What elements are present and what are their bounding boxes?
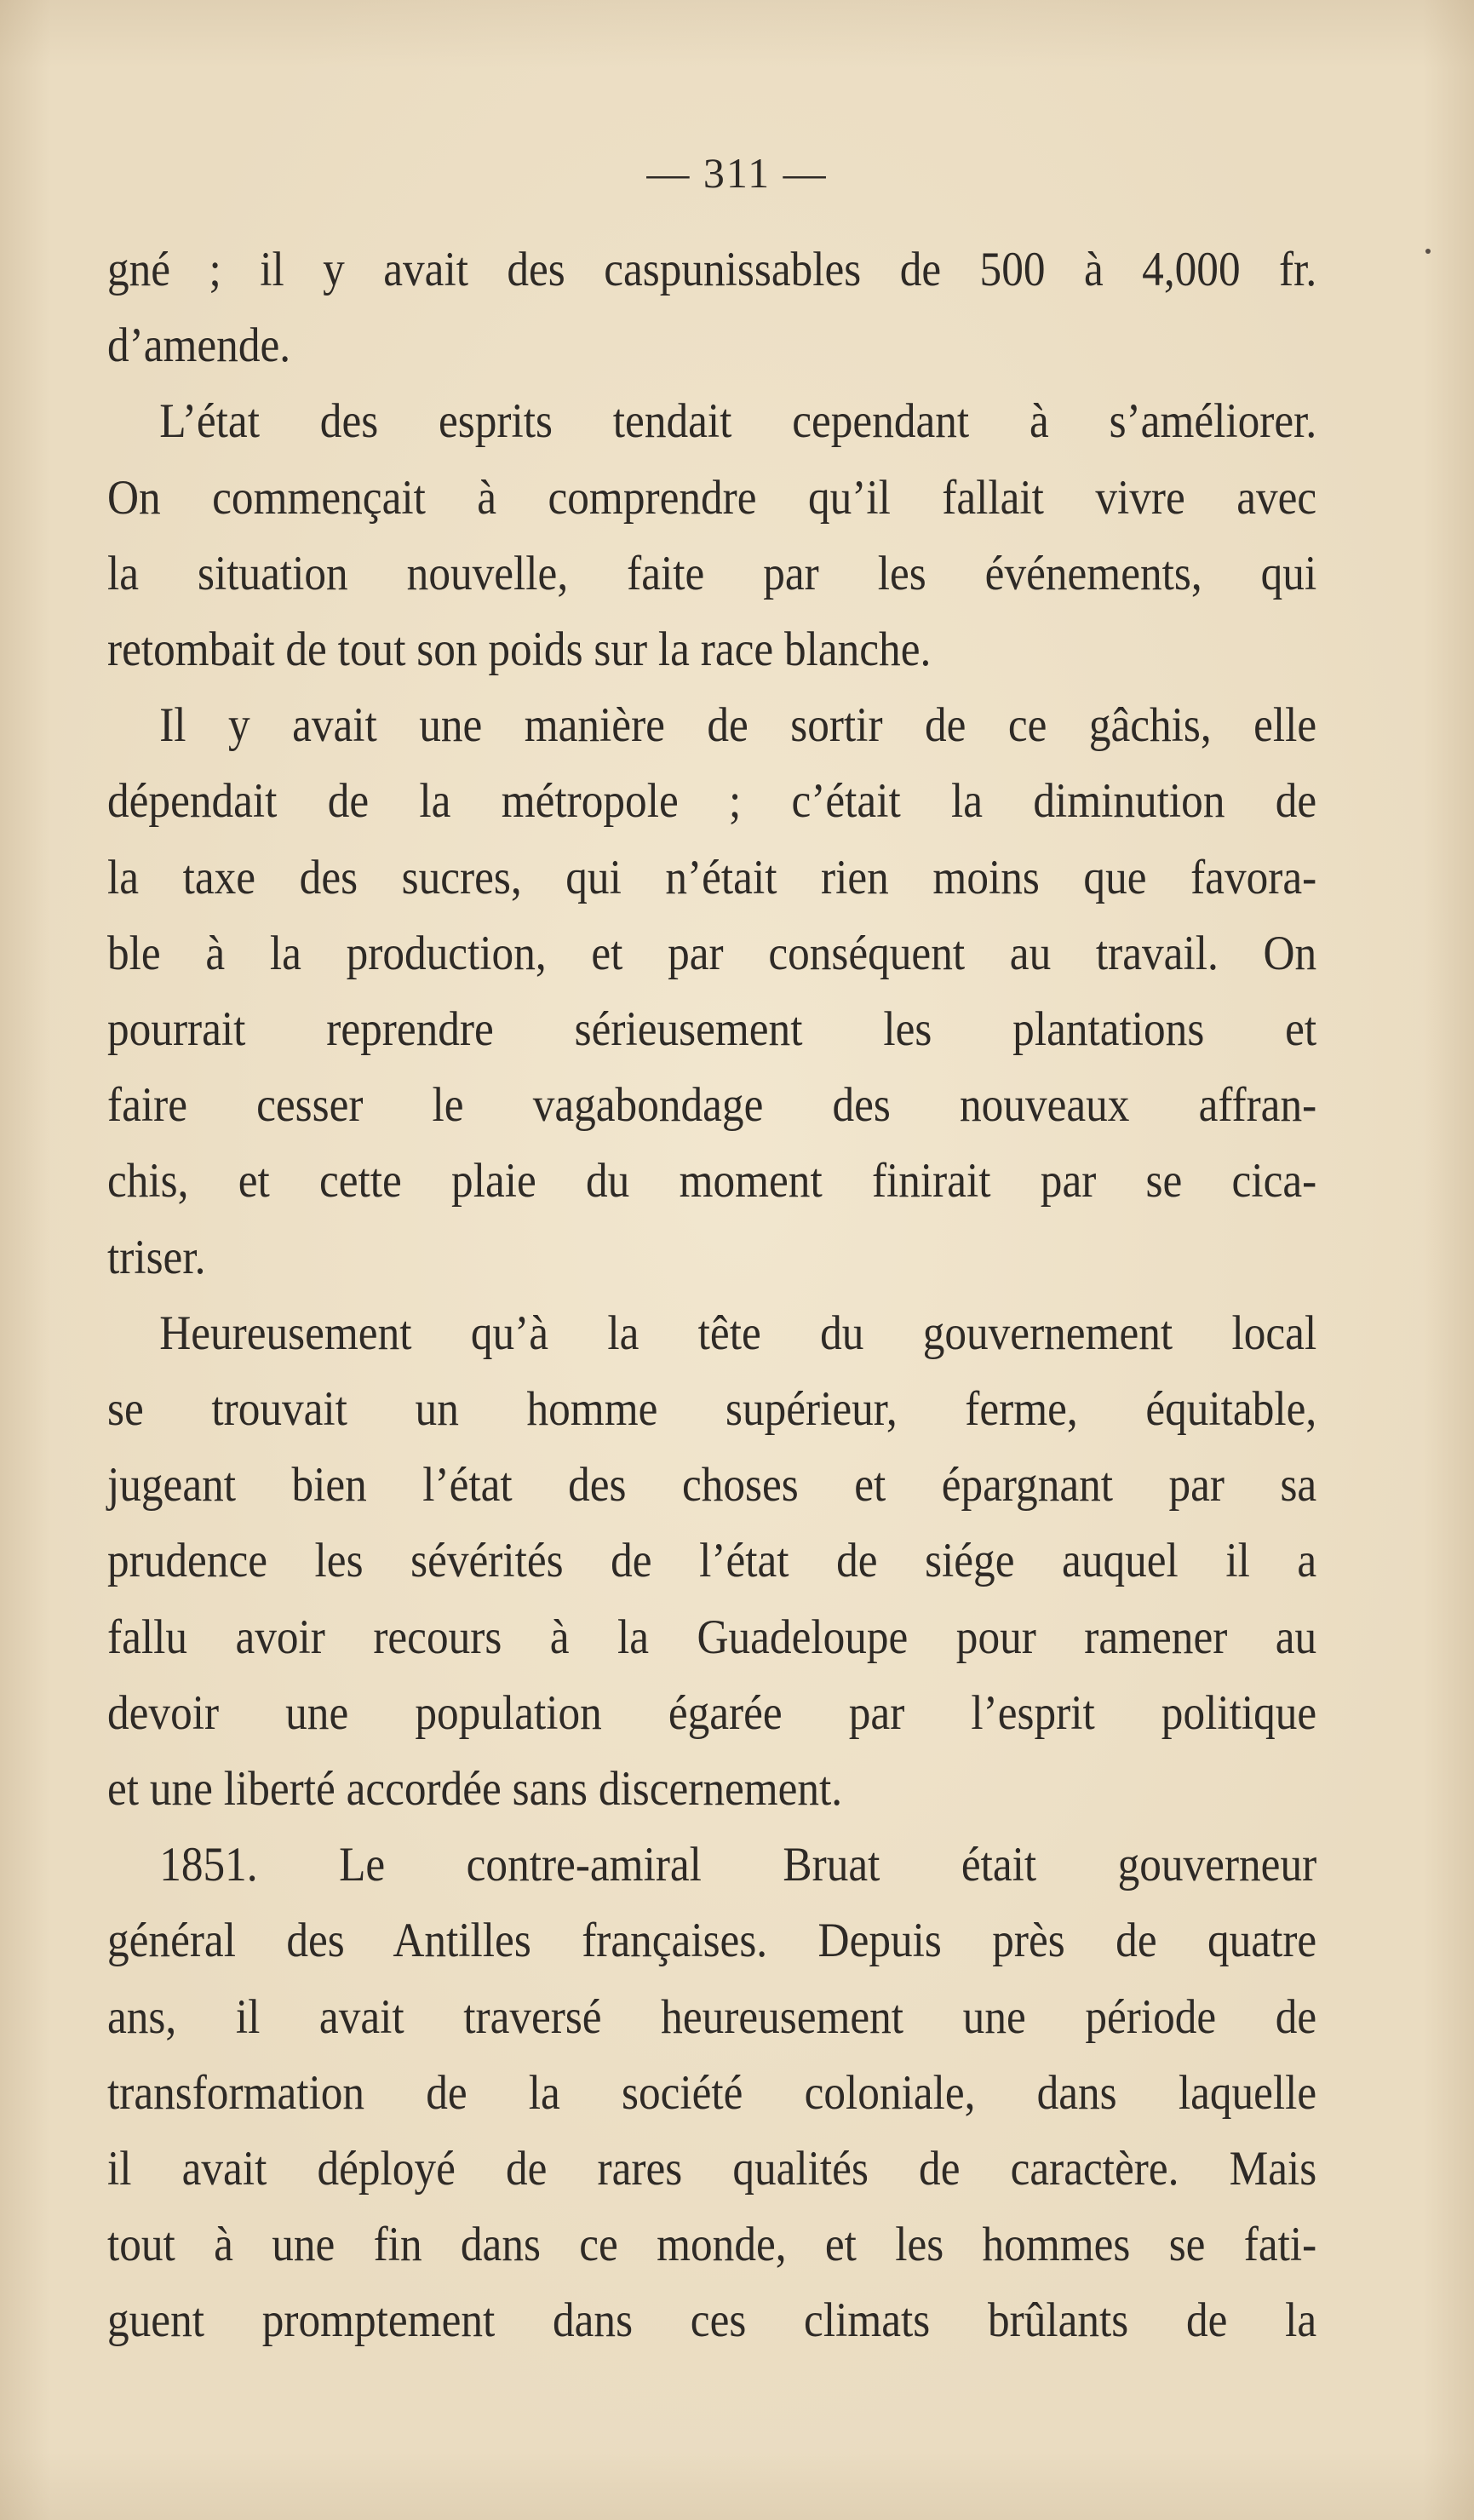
body-text <box>107 232 1316 2359</box>
text-line: prudence les sévérités de l’état de siége auquel il a <box>107 1534 1317 1588</box>
text-line: chis, et cette plaie du moment finirait par se cica- <box>107 1154 1317 1208</box>
text-line: se trouvait un homme supérieur, ferme, équitable, <box>107 1382 1317 1437</box>
text-line: la taxe des sucres, qui n’était rien moins que favora- <box>107 850 1317 904</box>
text-line: ans, il avait traversé heureusement une période de <box>107 1989 1317 2044</box>
text-line: devoir une population égarée par l’esprit politique <box>107 1685 1317 1740</box>
ink-speck <box>1425 249 1431 254</box>
text-line: faire cesser le vagabondage des nouveaux affran- <box>107 1078 1317 1133</box>
text-line: retombait de tout son poids sur la race blanche. <box>107 623 932 677</box>
text-line: il avait déployé de rares qualités de caractère. Mais <box>107 2142 1317 2196</box>
text-line: jugeant bien l’état des choses et épargnant par sa <box>107 1458 1317 1513</box>
text-line: On commençait à comprendre qu’il fallait vivre avec <box>107 470 1317 525</box>
text-line: et une liberté accordée sans discernement. <box>107 1762 843 1817</box>
text-line: ble à la production, et par conséquent au travail. On <box>107 926 1317 980</box>
text-line: transformation de la société coloniale, dans laquelle <box>107 2065 1317 2120</box>
text-line: Il y avait une manière de sortir de ce gâchis, elle <box>159 698 1317 753</box>
page-number: — 311 — <box>646 149 828 197</box>
text-line: fallu avoir recours à la Guadeloupe pour ramener au <box>107 1610 1317 1664</box>
text-line: guent promptement dans ces climats brûlants de la <box>107 2293 1317 2348</box>
text-line: la situation nouvelle, faite par les événements, qui <box>107 546 1317 600</box>
text-line: gné ; il y avait des caspunissables de 500 à 4,000 fr. <box>107 243 1317 296</box>
text-line: général des Antilles françaises. Depuis près de quatre <box>107 1914 1317 1968</box>
text-line: pourrait reprendre sérieusement les plantations et <box>107 1002 1317 1057</box>
text-line: d’amende. <box>107 319 291 373</box>
text-line: 1851. Le contre-amiral Bruat était gouverneur <box>159 1838 1317 1892</box>
text-line: L’état des esprits tendait cependant à s’améliorer. <box>159 394 1317 449</box>
text-line: triser. <box>107 1230 206 1284</box>
text-line: Heureusement qu’à la tête du gouvernement local <box>159 1306 1317 1360</box>
text-line: dépendait de la métropole ; c’était la diminution de <box>107 774 1317 829</box>
text-line: tout à une fin dans ce monde, et les hommes se fati- <box>107 2218 1317 2272</box>
